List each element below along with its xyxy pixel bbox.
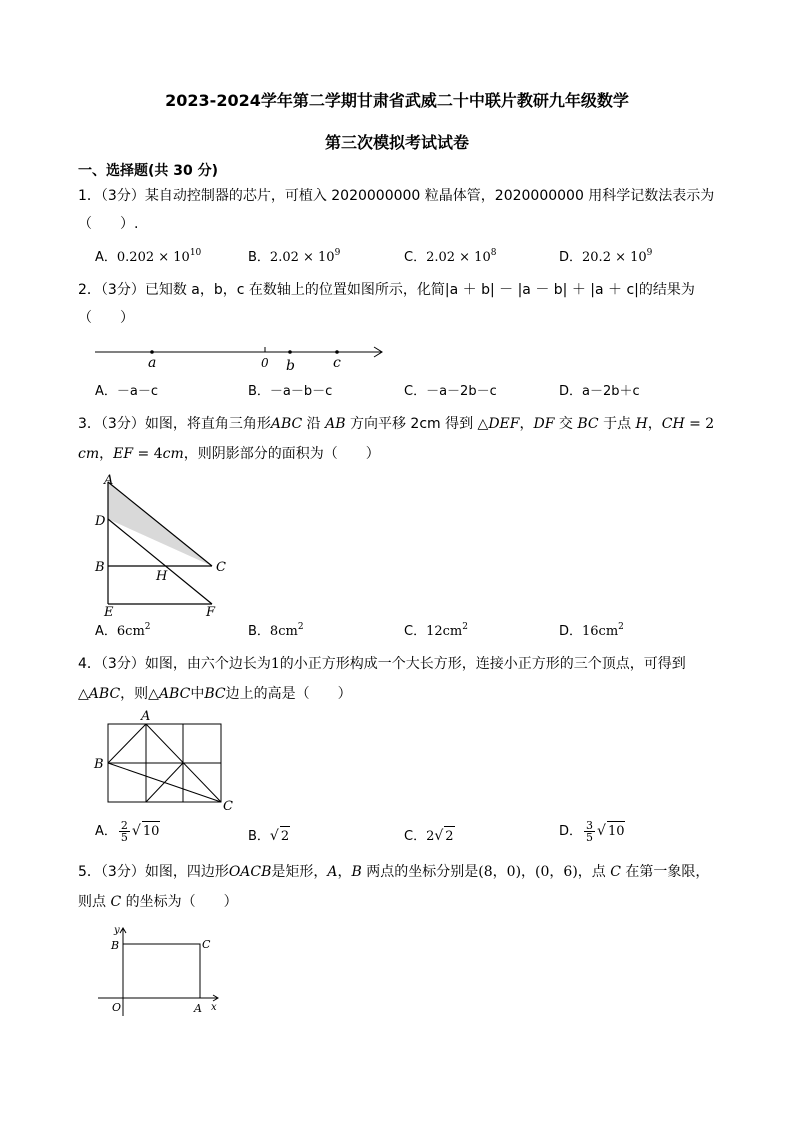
q4-option-b[interactable]: B．√ 2: [248, 826, 290, 847]
label-O: O: [112, 1001, 122, 1014]
q1-option-a[interactable]: A．$0.202 \times 10^{10}$: [95, 248, 202, 265]
q5-coordinate-figure: [90, 920, 230, 1018]
q4-stem-line2: △ABC，则△ABC中BC边上的高是（ ）: [78, 686, 352, 702]
q2-option-d[interactable]: D．a－2b＋c: [559, 384, 640, 399]
label-x: x: [211, 1002, 217, 1013]
q3-option-d[interactable]: D．$16cm^2$: [559, 622, 624, 639]
label-A: A: [194, 1002, 202, 1015]
q2-stem-line2: （ ）: [78, 310, 134, 326]
point-c-dot: [335, 350, 339, 354]
q1-stem-line2: （ ）.: [78, 216, 139, 232]
q4-option-d[interactable]: D． $\frac{3}{5}$ √ 10: [559, 819, 625, 844]
rectangle-oacb: [123, 944, 200, 998]
label-a: a: [148, 355, 157, 371]
q3-option-b[interactable]: B．$8cm^2$: [248, 622, 304, 639]
label-b: b: [286, 358, 295, 374]
q1-option-d[interactable]: D．$20.2 \times 10^9$: [559, 248, 653, 265]
segment-ab: [108, 724, 146, 763]
label-zero: 0: [261, 356, 269, 370]
q4-option-c[interactable]: C．2√ 2: [404, 826, 455, 847]
section-heading: 一、选择题(共 30 分): [78, 163, 219, 179]
label-C: C: [216, 560, 226, 575]
point-b-dot: [288, 350, 292, 354]
q4-option-a[interactable]: A． $\frac{2}{5}$ √ 10: [95, 819, 160, 844]
label-H: H: [156, 569, 168, 584]
q4-stem-line1: 4．（3分）如图，由六个边长为1的小正方形构成一个大长方形，连接小正方形的三个顶点，可得到: [78, 656, 686, 672]
label-B: B: [111, 939, 120, 952]
q2-option-b[interactable]: B．－a－b－c: [248, 384, 333, 399]
label-B: B: [95, 560, 105, 575]
q1-option-b[interactable]: B．$2.02 \times 10^9$: [248, 248, 341, 265]
label-C: C: [223, 799, 233, 814]
q4-grid-figure: [90, 706, 250, 814]
q5-stem-line2: 则点 C 的坐标为（ ）: [78, 894, 238, 910]
label-B: B: [94, 757, 104, 772]
q2-option-c[interactable]: C．－a－2b－c: [404, 384, 497, 399]
q2-stem-line1: 2．（3分）已知数 a，b，c 在数轴上的位置如图所示，化简|a ＋ b| － |a － b| ＋ |a ＋ c|的结果为: [78, 282, 695, 298]
point-a-dot: [150, 350, 154, 354]
q2-number-line-figure: [90, 338, 390, 374]
label-D: D: [95, 514, 106, 529]
q1-option-c[interactable]: C．$2.02 \times 10^8$: [404, 248, 497, 265]
label-A: A: [141, 709, 151, 724]
exam-title-line2: 第三次模拟考试试卷: [324, 133, 469, 152]
label-E: E: [104, 605, 114, 620]
q3-triangle-figure: [90, 470, 250, 620]
q3-stem-line2: cm，EF = 4cm，则阴影部分的面积为（ ）: [78, 446, 380, 462]
q5-stem-line1: 5．（3分）如图，四边形OACB是矩形，A，B 两点的坐标分别是(8，0)，(0，6)，点 C 在第一象限，: [78, 864, 710, 880]
label-y: y: [114, 925, 120, 936]
label-C: C: [202, 938, 211, 951]
q3-option-a[interactable]: A．$6cm^2$: [95, 622, 151, 639]
q3-option-c[interactable]: C．$12cm^2$: [404, 622, 468, 639]
label-c: c: [333, 355, 341, 371]
label-F: F: [206, 605, 216, 620]
q2-option-a[interactable]: A．－a－c: [95, 384, 159, 399]
exam-title-line1: 2023-2024学年第二学期甘肃省武威二十中联片教研九年级数学: [165, 91, 629, 110]
grid-diagonal: [146, 763, 183, 802]
q1-stem-line1: 1．（3分）某自动控制器的芯片，可植入 2020000000 粒晶体管，2020000000 用科学记数法表示为: [78, 188, 715, 204]
label-A: A: [104, 473, 114, 488]
q3-stem-line1: 3．（3分）如图，将直角三角形ABC 沿 AB 方向平移 2cm 得到 △DEF，DF 交 BC 于点 H，CH = 2: [78, 416, 715, 432]
